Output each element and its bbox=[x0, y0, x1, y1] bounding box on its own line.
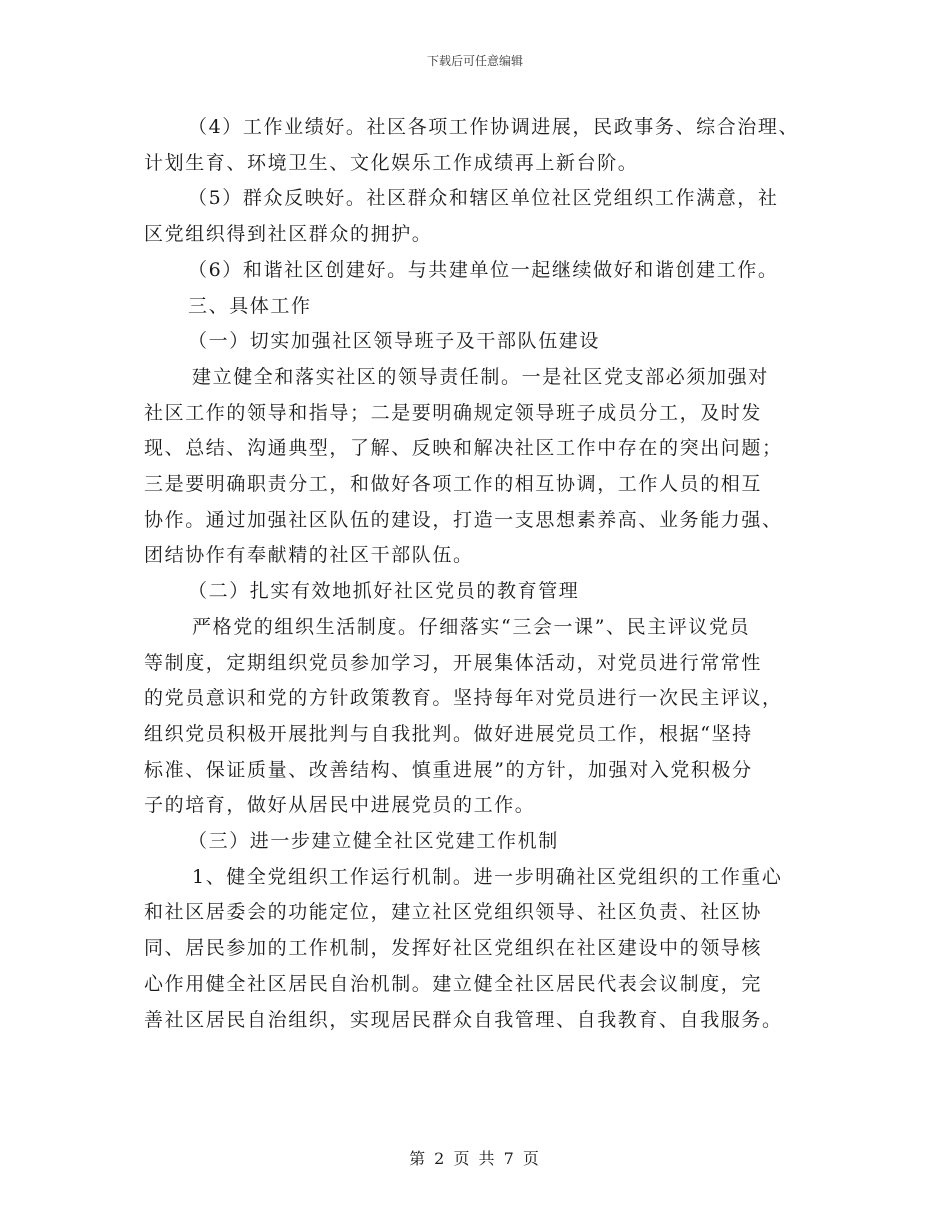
text-line: 善社区居民自治组织，实现居民群众自我管理、自我教育、自我服务。 bbox=[144, 1008, 783, 1031]
text-line: 的党员意识和党的方针政策教育。坚持每年对党员进行一次民主评议， bbox=[144, 687, 783, 710]
text-line: 子的培育，做好从居民中进展党员的工作。 bbox=[144, 794, 536, 817]
subsection-heading: （三）进一步建立健全社区党建工作机制 bbox=[188, 830, 559, 853]
text-line: 标准、保证质量、改善结构、慎重进展”的方针，加强对入党积极分 bbox=[144, 758, 753, 781]
text-line: 和社区居委会的功能定位，建立社区党组织领导、社区负责、社区协 bbox=[144, 901, 763, 924]
section-heading: 三、具体工作 bbox=[188, 294, 312, 317]
text-line: 团结协作有奉献精的社区干部队伍。 bbox=[144, 544, 474, 567]
text-line: 三是要明确职责分工，和做好各项工作的相互协调，工作人员的相互 bbox=[144, 473, 763, 496]
document-body bbox=[144, 110, 824, 1038]
page-header: 下载后可任意编辑 bbox=[426, 54, 523, 68]
text-line: 社区工作的领导和指导；二是要明确规定领导班子成员分工，及时发 bbox=[144, 401, 763, 424]
text-line: 同、居民参加的工作机制，发挥好社区党组织在社区建设中的领导核 bbox=[144, 937, 763, 960]
subsection-heading: （二）扎实有效地抓好社区党员的教育管理 bbox=[188, 580, 580, 603]
text-line: 建立健全和落实社区的领导责任制。一是社区党支部必须加强对 bbox=[192, 365, 769, 388]
text-line: 严格党的组织生活制度。仔细落实“三会一课”、民主评议党员 bbox=[192, 615, 751, 638]
text-line: （4）工作业绩好。社区各项工作协调进展，民政事务、综合治理、 bbox=[188, 116, 800, 138]
text-line: （6）和谐社区创建好。与共建单位一起继续做好和谐创建工作。 bbox=[188, 258, 779, 281]
text-line: （5）群众反映好。社区群众和辖区单位社区党组织工作满意，社 bbox=[188, 187, 779, 210]
text-line: 协作。通过加强社区队伍的建设，打造一支思想素养高、业务能力强、 bbox=[144, 508, 783, 531]
text-line: 心作用健全社区居民自治机制。建立健全社区居民代表会议制度，完 bbox=[144, 972, 763, 995]
subsection-heading: （一）切实加强社区领导班子及干部队伍建设 bbox=[188, 330, 601, 353]
text-line: 区党组织得到社区群众的拥护。 bbox=[144, 223, 433, 246]
text-line: 1、健全党组织工作运行机制。进一步明确社区党组织的工作重心 bbox=[192, 865, 783, 888]
page-number: 第 2 页 共 7 页 bbox=[409, 1149, 541, 1168]
text-line: 等制度，定期组织党员参加学习，开展集体活动，对党员进行常常性 bbox=[144, 651, 763, 674]
text-line: 现、总结、沟通典型，了解、反映和解决社区工作中存在的突出问题； bbox=[144, 437, 783, 460]
text-line: 计划生育、环境卫生、文化娱乐工作成绩再上新台阶。 bbox=[144, 151, 639, 174]
text-line: 组织党员积极开展批判与自我批判。做好进展党员工作，根据“坚持 bbox=[144, 722, 753, 745]
